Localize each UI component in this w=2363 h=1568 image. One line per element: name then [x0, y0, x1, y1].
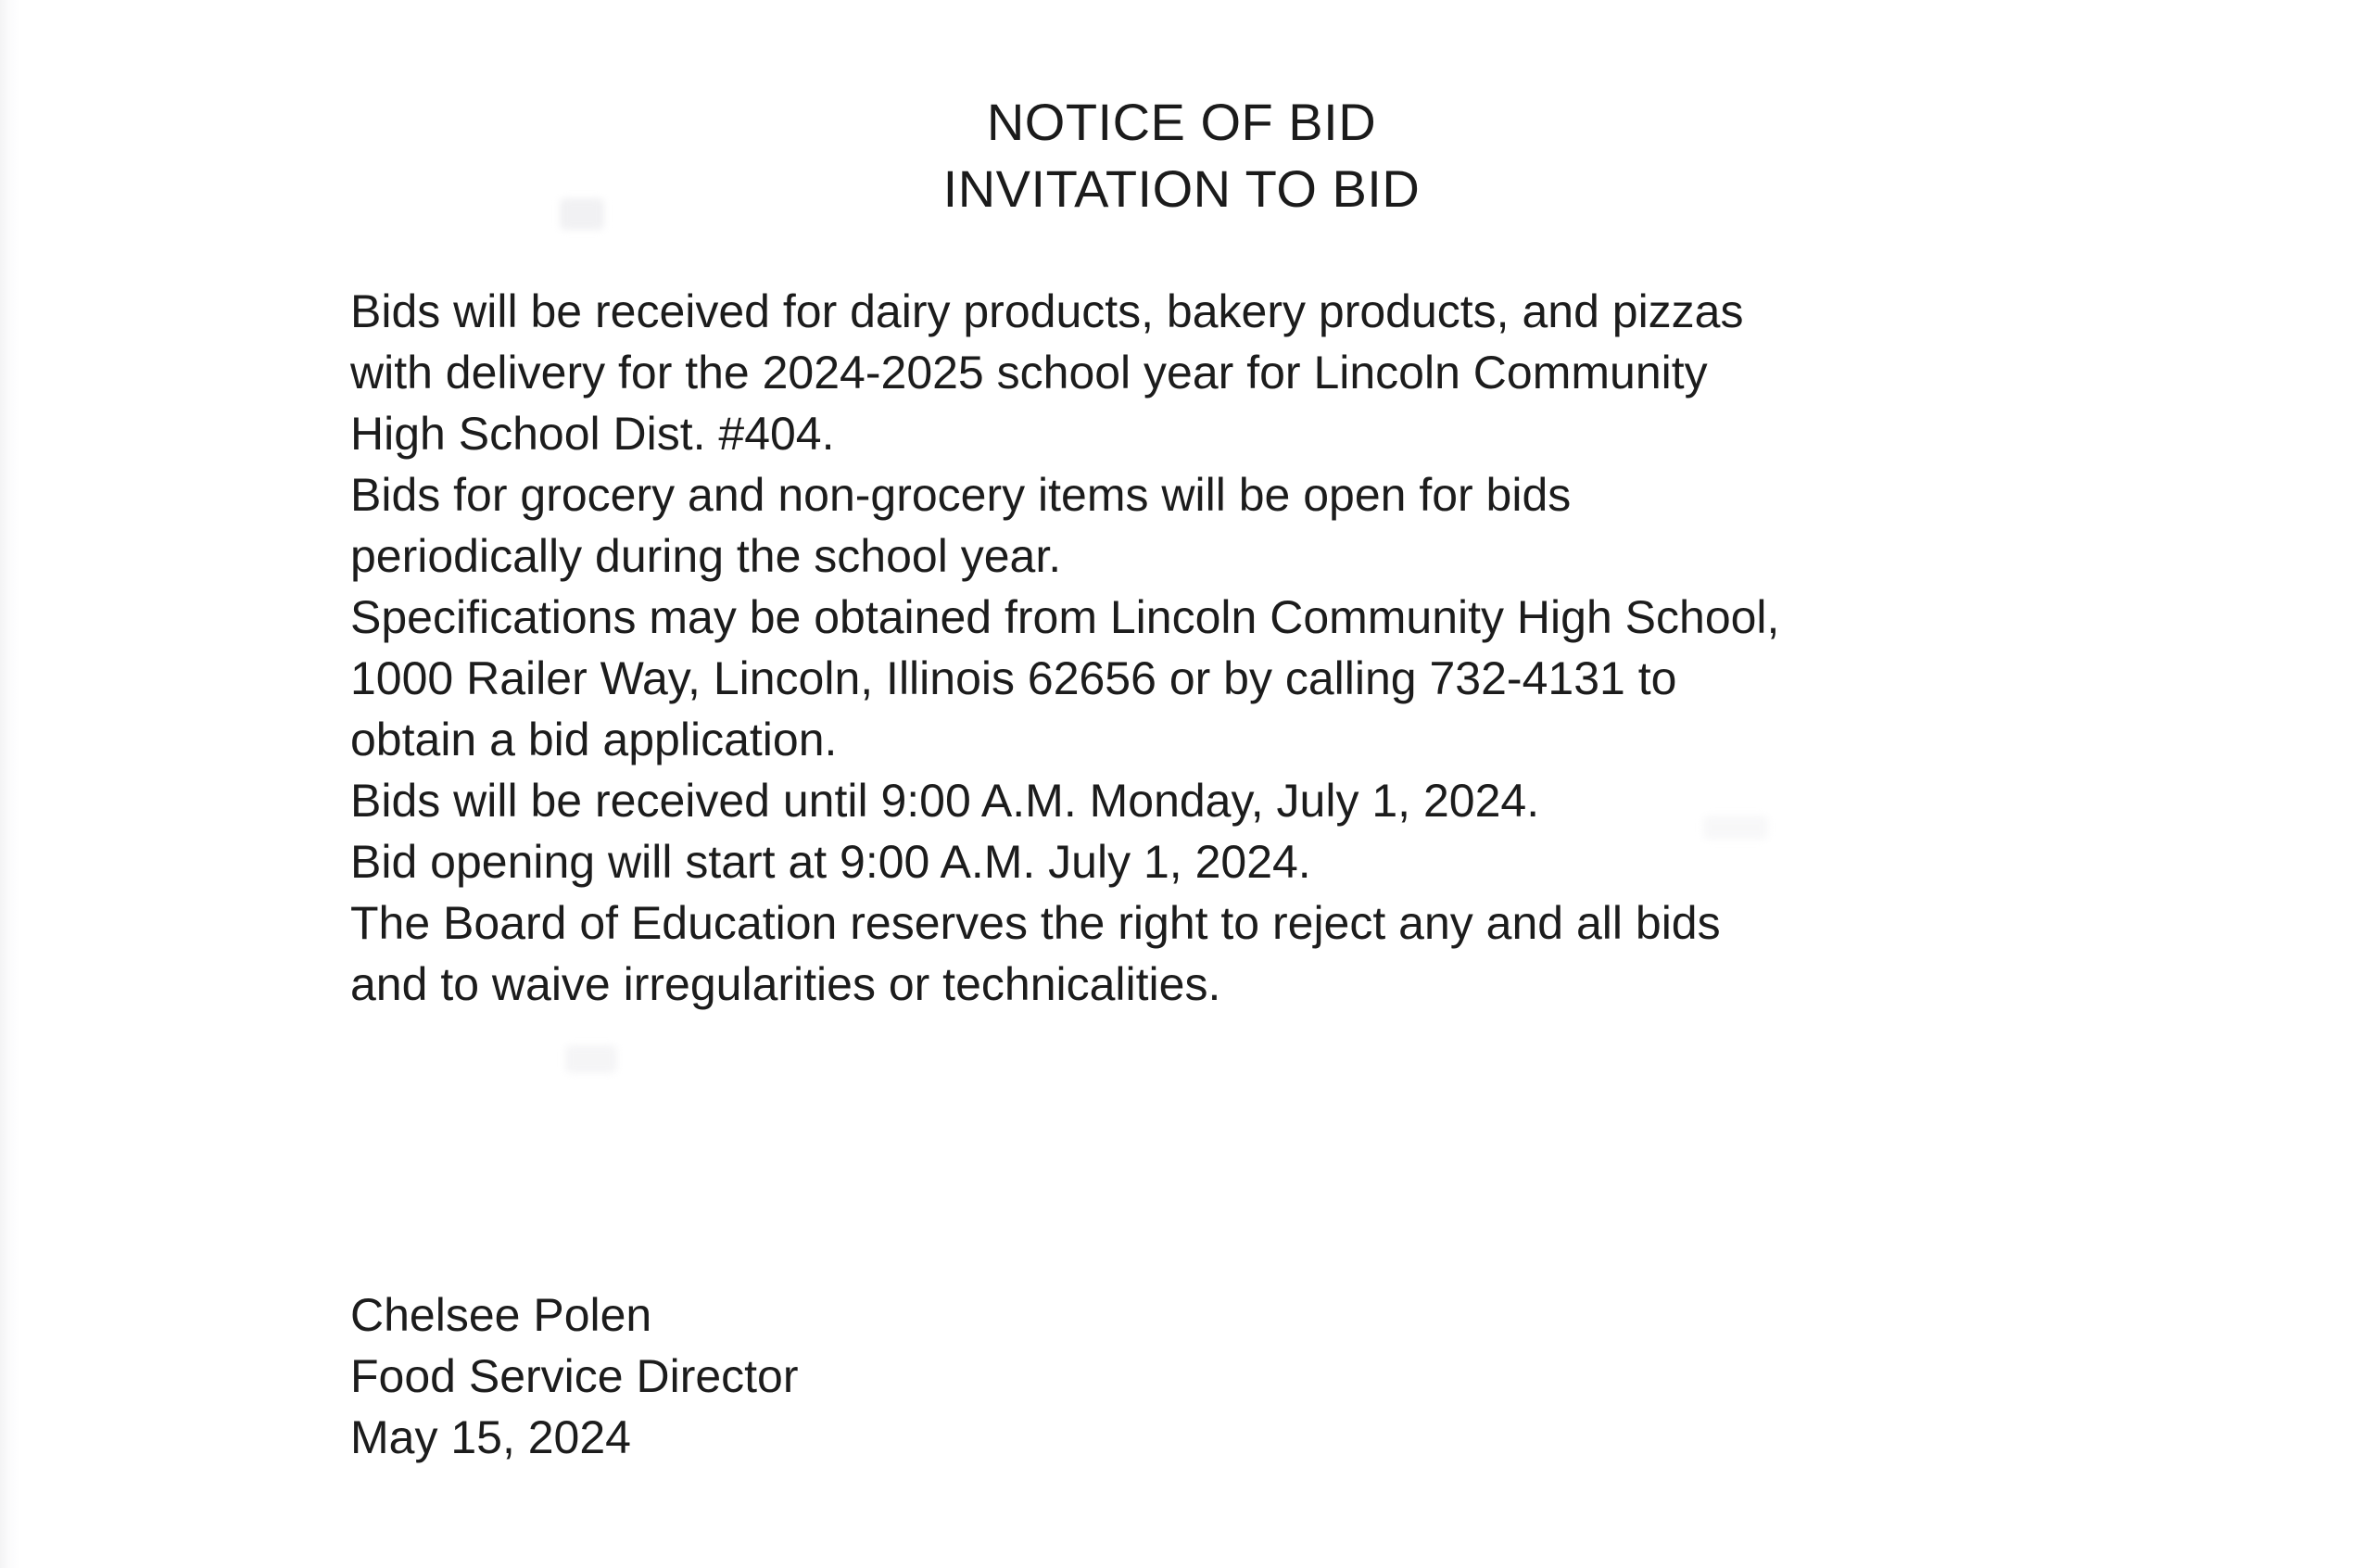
- title-line-invitation-to-bid: INVITATION TO BID: [942, 159, 1421, 218]
- body-line: High School Dist. #404.: [350, 408, 835, 460]
- document-title: [0, 89, 2363, 222]
- scan-smudge: [565, 1045, 617, 1073]
- body-line: Specifications may be obtained from Lincoln Community High School,: [350, 591, 1780, 643]
- body-line: Bid opening will start at 9:00 A.M. July 1, 2024.: [350, 836, 1311, 888]
- signature-date: May 15, 2024: [350, 1411, 631, 1463]
- body-line: Bids for grocery and non-grocery items will be open for bids: [350, 469, 1572, 521]
- signature-block: [350, 1284, 799, 1468]
- signer-name: Chelsee Polen: [350, 1289, 652, 1341]
- body-line: periodically during the school year.: [350, 530, 1062, 582]
- body-line: 1000 Railer Way, Lincoln, Illinois 62656 or by calling 732-4131 to: [350, 652, 1677, 704]
- signer-title: Food Service Director: [350, 1350, 799, 1402]
- document-body: [350, 281, 2055, 1015]
- body-line: with delivery for the 2024-2025 school year for Lincoln Community: [350, 347, 1708, 398]
- title-line-notice-of-bid: NOTICE OF BID: [986, 93, 1377, 151]
- body-line: obtain a bid application.: [350, 714, 838, 765]
- body-line: Bids will be received for dairy products, bakery products, and pizzas: [350, 285, 1744, 337]
- body-line: Bids will be received until 9:00 A.M. Monday, July 1, 2024.: [350, 775, 1540, 827]
- body-line: and to waive irregularities or technicalities.: [350, 958, 1221, 1010]
- body-line: The Board of Education reserves the right to reject any and all bids: [350, 897, 1721, 949]
